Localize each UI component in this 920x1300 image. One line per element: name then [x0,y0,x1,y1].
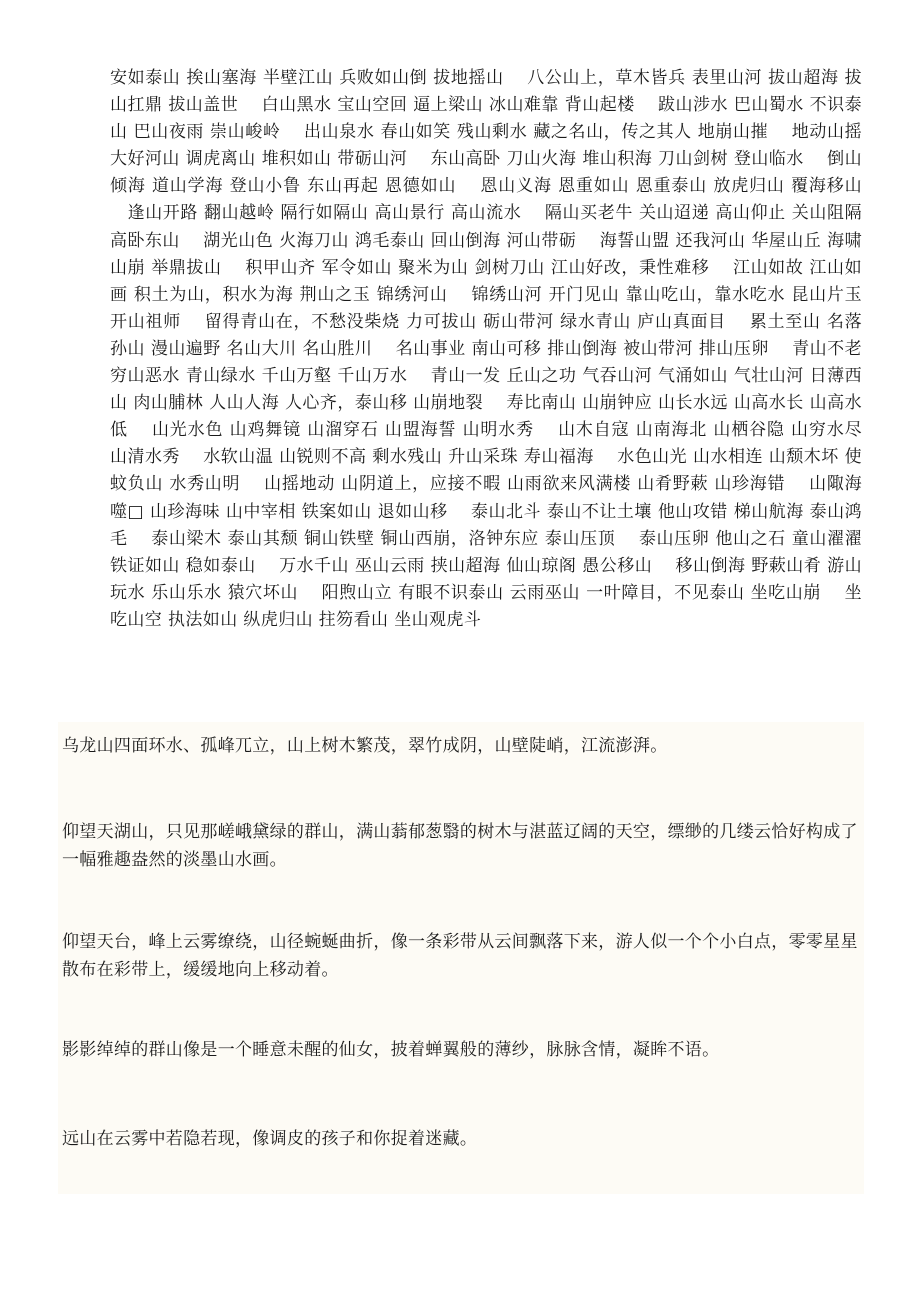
paragraph-tiantai: 仰望天台，峰上云雾缭绕，山径蜿蜒曲折，像一条彩带从云间飘落下来，游人似一个个小白点，零零星星散布在彩带上，缓缓地向上移动着。 [62,932,858,980]
paragraph-tianhu-mountain: 仰望天湖山，只见那嵯峨黛绿的群山，满山蓊郁葱翳的树木与湛蓝辽阔的天空，缥缈的几缕云恰好构成了一幅雅趣盎然的淡墨山水画。 [62,822,858,870]
mountain-idioms-list: 安如泰山 挨山塞海 半壁江山 兵败如山倒 拔地摇山 八公山上，草木皆兵 表里山河 拔山超海 拔山扛鼎 拔山盖世 白山黑水 宝山空回 逼上梁山 冰山难靠 背山起楼 跋山涉水 巴山蜀水 不识泰山 巴山夜雨 崇山峻岭 出山泉水 春山如笑 残山剩水 藏之名山，传之其人 地崩山摧 地动山摇 大好河山 调虎离山 堆积如山 带砺山河 东山高卧 刀山火海 堆山积海 刀山剑树 登山临水 倒山倾海 道山学海 登山小鲁 东山再起 恩德如山 恩山义海 恩重如山 恩重泰山 放虎归山 覆海移山 逢山开路 翻山越岭 隔行如隔山 高山景行 高山流水 隔山买老牛 关山迢递 高山仰止 关山阻隔 高卧东山 湖光山色 火海刀山 鸿毛泰山 回山倒海 河山带砺 海誓山盟 还我河山 华屋山丘 海啸山崩 举鼎拔山 积甲山齐 军令如山 聚米为山 剑树刀山 江山好改，秉性难移 江山如故 江山如画 积土为山，积水为海 荆山之玉 锦绣河山 锦绣山河 开门见山 靠山吃山，靠水吃水 昆山片玉 开山祖师 留得青山在，不愁没柴烧 力可拔山 砺山带河 绿水青山 庐山真面目 累土至山 名落孙山 漫山遍野 名山大川 名山胜川 名山事业 南山可移 排山倒海 被山带河 排山压卵 青山不老 穷山恶水 青山绿水 千山万壑 千山万水 青山一发 丘山之功 气吞山河 气涌如山 气壮山河 日薄西山 肉山脯林 人山人海 人心齐，泰山移 山崩地裂 寿比南山 山崩钟应 山长水远 山高水长 山高水低 山光水色 山鸡舞镜 山溜穿石 山盟海誓 山明水秀 山木自寇 山南海北 山栖谷隐 山穷水尽 山清水秀 水软山温 山锐则不高 剩水残山 升山采珠 寿山福海 水色山光 山水相连 山颓木坏 使蚊负山 水秀山明 山摇地动 山阴道上，应接不暇 山雨欲来风满楼 山肴野蔌 山珍海错 山陬海噬□ 山珍海味 山中宰相 铁案如山 退如山移 泰山北斗 泰山不让土壤 他山攻错 梯山航海 泰山鸿毛 泰山梁木 泰山其颓 铜山铁壁 铜山西崩，洛钟东应 泰山压顶 泰山压卵 他山之石 童山濯濯 铁证如山 稳如泰山 万水千山 巫山云雨 挟山超海 仙山琼阁 愚公移山 移山倒海 野蔌山肴 游山玩水 乐山乐水 猿穴坏山 阳煦山立 有眼不识泰山 云雨巫山 一叶障目，不见泰山 坐吃山崩 坐吃山空 执法如山 纵虎归山 拄笏看山 坐山观虎斗 [110,68,862,630]
paragraph-wulong-mountain: 乌龙山四面环水、孤峰兀立，山上树木繁茂，翠竹成阴，山壁陡峭，江流澎湃。 [62,736,668,756]
paragraph-misty-mountains: 影影绰绰的群山像是一个睡意未醒的仙女，披着蝉翼般的薄纱，脉脉含情，凝眸不语。 [62,1040,720,1060]
paragraph-distant-mountains: 远山在云雾中若隐若现，像调皮的孩子和你捉着迷藏。 [62,1129,478,1149]
